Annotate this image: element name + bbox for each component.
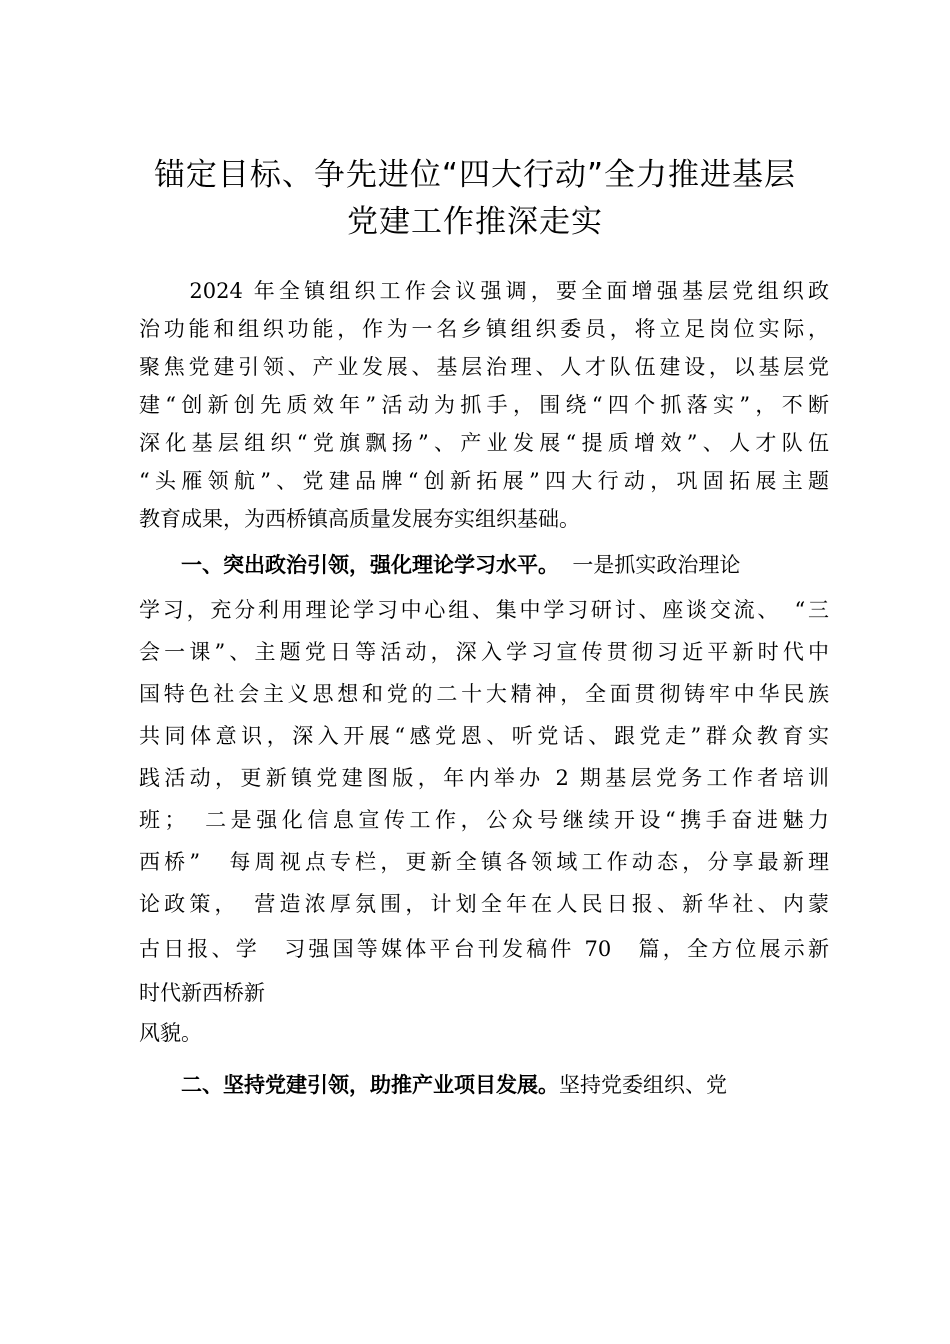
section-1-lead-text: 一是抓实政治理论	[559, 553, 741, 577]
document-title-line-1: 锚定目标、争先进位“四大行动”全力推进基层	[153, 157, 797, 193]
section-1-line: 时代新西桥新	[139, 981, 265, 1005]
intro-line: 聚焦党建引领、产业发展、基层治理、人才队伍建设，以基层党	[139, 355, 829, 379]
section-2-first-line	[139, 1066, 829, 1104]
section-1-first-line	[139, 546, 829, 584]
document-title-line-2: 党建工作推深走实	[347, 204, 603, 240]
section-1-line: 共同体意识，深入开展“感党恩、听党话、跟党走”群众教育实	[139, 724, 829, 748]
intro-line: 治功能和组织功能，作为一名乡镇组织委员，将立足岗位实际，	[139, 317, 829, 341]
section-1-line: 践活动，更新镇党建图版，年内举办 2 期基层党务工作者培训	[139, 766, 829, 790]
intro-line: 深化基层组织“党旗飘扬”、产业发展“提质增效”、人才队伍	[139, 431, 829, 455]
intro-line: 建“创新创先质效年”活动为抓手，围绕“四个抓落实”，不断	[139, 393, 829, 417]
section-1-line: 西桥” 每周视点专栏，更新全镇各领域工作动态，分享最新理	[139, 850, 829, 874]
section-2-heading: 二、坚持党建引领，助推产业项目发展。	[139, 1073, 559, 1097]
section-1-line: 论政策， 营造浓厚氛围，计划全年在人民日报、新华社、内蒙	[139, 892, 829, 916]
section-2-lead-text: 坚持党委组织、党	[559, 1073, 727, 1097]
intro-line: 2024 年全镇组织工作会议强调，要全面增强基层党组织政	[139, 279, 829, 303]
section-1-line: 班； 二是强化信息宣传工作，公众号继续开设“携手奋进魅力	[139, 808, 829, 832]
section-1-heading: 一、突出政治引领，强化理论学习水平。	[139, 553, 559, 577]
section-1-line: 国特色社会主义思想和党的二十大精神，全面贯彻铸牢中华民族	[139, 682, 829, 706]
section-1-line: 风貌。	[139, 1021, 202, 1045]
section-1-line: 会一课”、主题党日等活动，深入学习宣传贯彻习近平新时代中	[139, 640, 829, 664]
section-1-line: 古日报、学 习强国等媒体平台刊发稿件 70 篇，全方位展示新	[139, 937, 829, 961]
intro-line: “头雁领航”、党建品牌“创新拓展”四大行动，巩固拓展主题	[139, 469, 829, 493]
section-1-line: 学习，充分利用理论学习中心组、集中学习研讨、座谈交流、 “三	[139, 598, 829, 622]
intro-line: 教育成果，为西桥镇高质量发展夯实组织基础。	[139, 507, 580, 531]
